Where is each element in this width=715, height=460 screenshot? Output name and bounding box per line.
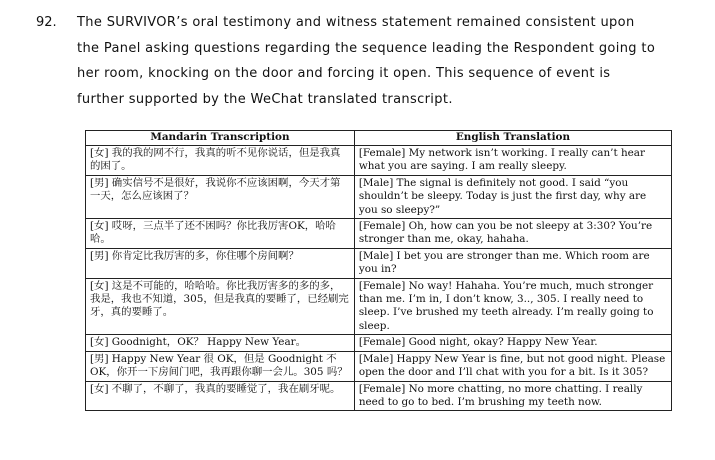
table-row	[86, 175, 672, 218]
table-row	[86, 381, 672, 411]
paragraph-number: 92.	[36, 15, 57, 30]
header-mandarin: Mandarin Transcription	[86, 131, 355, 146]
mandarin-cell: [男] 你肯定比我厉害的多，你住哪个房间啊？	[86, 248, 355, 278]
english-cell: [Female] No way! Hahaha. You’re much, much stronger than me. I’m in, I don’t know, 3.., 305. I really need to sleep. I’ve brushed my teeth already. I’m really going to sleep.	[354, 278, 671, 335]
paragraph-line: further supported by the WeChat translated transcript.	[77, 91, 453, 107]
header-english: English Translation	[354, 131, 671, 146]
mandarin-cell: [女] 这是不可能的，哈哈哈。你比我厉害多的多的多，我是，我也不知道，305，但是我真的要睡了，已经刷完牙，真的要睡了。	[86, 278, 355, 335]
table-row	[86, 219, 672, 249]
english-cell: [Female] No more chatting, no more chatting. I really need to go to bed. I’m brushing my teeth now.	[354, 381, 671, 411]
paragraph-line: the Panel asking questions regarding the sequence leading the Respondent going to	[77, 40, 656, 56]
transcript-table	[85, 130, 672, 411]
english-cell: [Male] Happy New Year is fine, but not good night. Please open the door and I’ll chat with you for a bit. Is it 305?	[354, 351, 671, 381]
mandarin-cell: [女] 我的我的网不行，我真的听不见你说话，但是我真的困了。	[86, 146, 355, 176]
english-cell: [Female] Good night, okay? Happy New Year.	[354, 335, 671, 351]
paragraph-line: The SURVIVOR’s oral testimony and witness statement remained consistent upon	[77, 15, 635, 30]
table-row	[86, 278, 672, 335]
table-header-row	[86, 131, 672, 146]
english-cell: [Female] Oh, how can you be not sleepy at 3:30? You’re stronger than me, okay, hahaha.	[354, 219, 671, 249]
english-cell: [Female] My network isn’t working. I really can’t hear what you are saying. I am really sleepy.	[354, 146, 671, 176]
mandarin-cell: [男] 确实信号不是很好，我说你不应该困啊，今天才第一天，怎么应该困了？	[86, 175, 355, 218]
mandarin-cell: [女] Goodnight，OK？ Happy New Year。	[86, 335, 355, 351]
table-row	[86, 248, 672, 278]
english-cell: [Male] I bet you are stronger than me. Which room are you in?	[354, 248, 671, 278]
table-row	[86, 146, 672, 176]
mandarin-cell: [男] Happy New Year 很 OK，但是 Goodnight 不OK，你开一下房间门吧，我再跟你聊一会儿。305 吗？	[86, 351, 355, 381]
mandarin-cell: [女] 不聊了，不聊了，我真的要睡觉了，我在刷牙呢。	[86, 381, 355, 411]
paragraph-line: her room, knocking on the door and forcing it open. This sequence of event is	[77, 66, 611, 81]
table-row	[86, 335, 672, 351]
english-cell: [Male] The signal is definitely not good. I said “you shouldn’t be sleepy. Today is just the first day, why are you so sleepy?”	[354, 175, 671, 218]
paragraph-text	[77, 10, 677, 112]
table-row	[86, 351, 672, 381]
mandarin-cell: [女] 哎呀，三点半了还不困吗？你比我厉害OK，哈哈哈。	[86, 219, 355, 249]
